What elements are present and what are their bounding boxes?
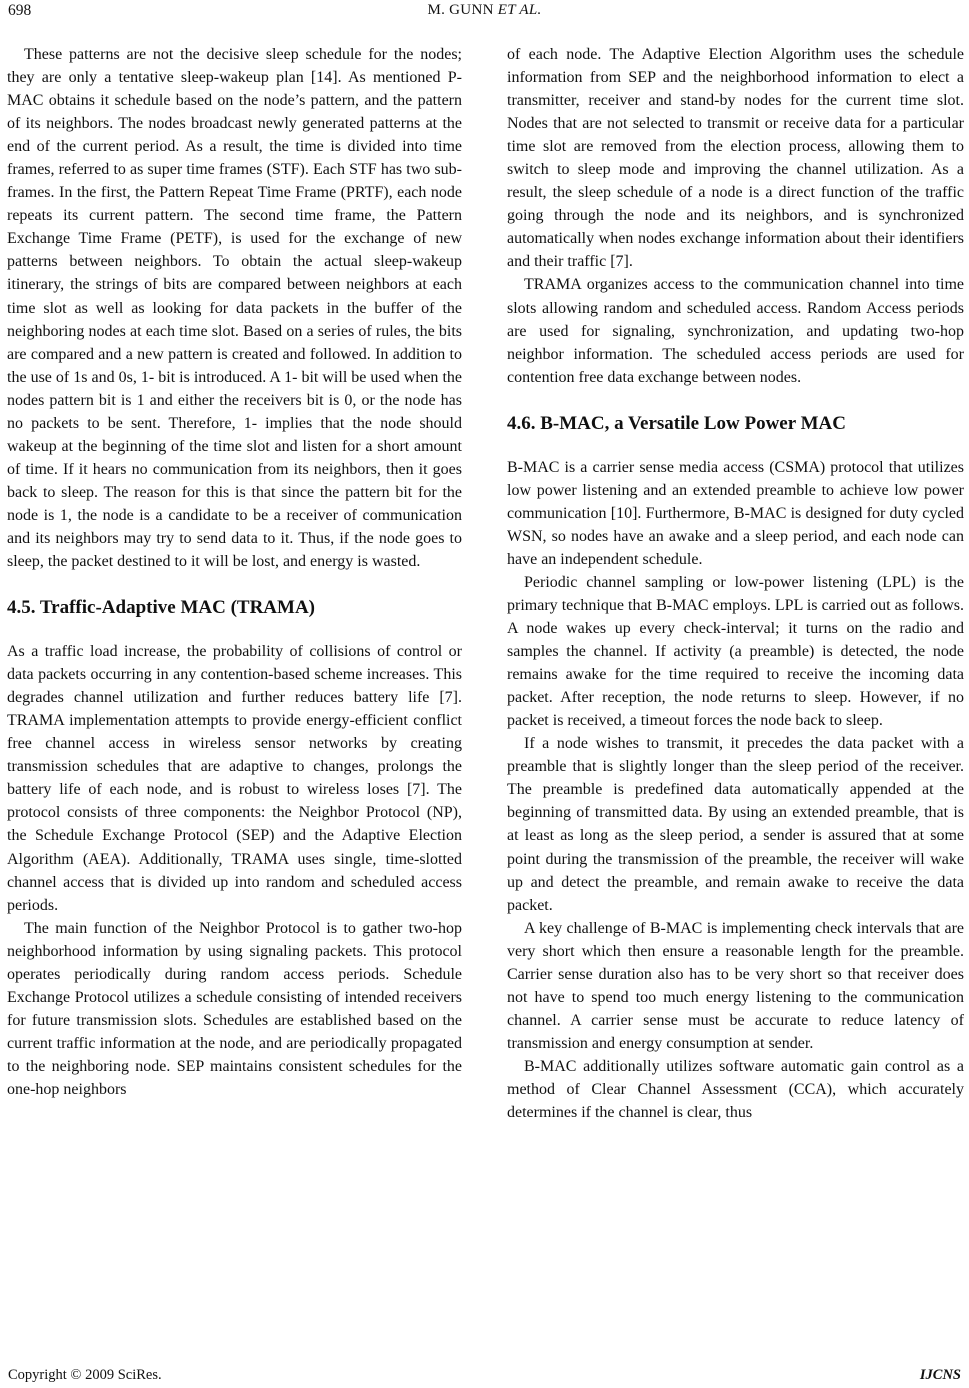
- page-number: 698: [8, 2, 32, 19]
- paragraph-trama-intro: As a traffic load increase, the probability of collisions of control or data packets occurring in any contention-based scheme increases. This degrades channel utilization and further reduces battery life [7]. TRAMA implementation attempts to provide energy-efficient conflict free channel access in wireless sensor networks by creating transmission schedules that are adaptive to changes, prolongs the battery life of each node, and is robust to wireless loses [7]. The protocol consists of three components: the Neighbor Protocol (NP), the Schedule Exchange Protocol (SEP) and the Adaptive Election Algorithm (AEA). Additionally, TRAMA uses single, time-slotted channel access that is divided up into random and scheduled access periods.: [7, 643, 462, 914]
- paragraph-check-intervals: A key challenge of B-MAC is implementing check intervals that are very short which then ensure a reasonable length for the preamble. Carrier sense duration also has to be very short so that receiver does not have to spend too much energy listening to the communication channel. A carrier sense must be accurate to reduce latency of transmission and energy consumption at sender.: [507, 919, 964, 1052]
- paragraph-pmac-patterns: These patterns are not the decisive sleep schedule for the nodes; they are only a tentative sleep-wakeup plan [14]. As mentioned P-MAC obtains it schedule based on the node’s pattern, and the pattern of its neighbors. The nodes broadcast newly generated patterns at the end of the current period. As a result, the time is divided into time frames, referred to as super time frames (STF). Each STF has two sub-frames. In the first, the Pattern Repeat Time Frame (PRTF), each node repeats its current pattern. The second time frame, the Pattern Exchange Time Frame (PETF), is used for the exchange of new patterns between neighbors. To obtain the actual sleep-wakeup itinerary, the strings of bits are compared between neighbors at each time slot as well as looking for data packets in the buffer of the neighboring nodes at each time slot. Based on a series of rules, the bits are compared and a new pattern is created and followed. In addition to the use of 1s and 0s, 1- bit is introduced. A 1- bit will be used when the nodes pattern bit is 1 and either the receivers bit is 0, or the node has no packets to be sent. Therefore, 1- implies that the node should wakeup at the beginning of the time slot and listen for a short amount of time. If it hears no communication from its neighbors, then it goes back to sleep. The reason for this is that since the pattern bit for the node is 1, the node is a candidate to be a receiver of communication and its neighbors may try to send data to it. Thus, if the node goes to sleep, the packet destined to it will be lost, and energy is wasted.: [7, 46, 462, 571]
- right-column: [507, 43, 964, 1124]
- left-column: [7, 43, 462, 1101]
- footer-journal: IJCNS: [919, 1367, 961, 1383]
- section-heading-trama: 4.5. Traffic-Adaptive MAC (TRAMA): [7, 597, 315, 619]
- paragraph-aea: of each node. The Adaptive Election Algorithm uses the schedule information from SEP and the neighborhood information to elect a transmitter, receiver and stand-by nodes for the current time slot. Nodes that are not selected to transmit or receive data for a particular time slot are removed from the election process, allowing them to switch to sleep mode and improving the channel utilization. As a result, the sleep schedule of a node is a direct function of the traffic going through the node and its neighbors, and is synchronized automatically when nodes exchange information about their identifiers and their traffic [7].: [507, 46, 964, 271]
- footer-copyright: Copyright © 2009 SciRes.: [8, 1367, 162, 1383]
- paragraph-preamble: If a node wishes to transmit, it precedes the data packet with a preamble that is slightly longer than the sleep period of the receiver. The preamble is predefined data automatically appended at the beginning of transmitted data. By using an extended preamble, that is at least as long as the sleep period, a sender is assured that at some point during the transmission of the preamble, the receiver will wake up and detect the preamble, and remain awake to receive the data packet.: [507, 735, 964, 914]
- paragraph-bmac-intro: B-MAC is a carrier sense media access (CSMA) protocol that utilizes low power listening and an extended preamble to achieve low power communication [10]. Furthermore, B-MAC is designed for duty cycled WSN, so nodes have an awake and a sleep period, and each node can have an independent schedule.: [507, 458, 964, 568]
- paragraph-trama-slots: TRAMA organizes access to the communication channel into time slots allowing random and scheduled access. Random Access periods are used for signaling, synchronization, and updating two-hop neighbor information. The scheduled access periods are used for contention free data exchange between nodes.: [507, 276, 964, 386]
- paragraph-lpl: Periodic channel sampling or low-power listening (LPL) is the primary technique that B-MAC employs. LPL is carried out as follows. A node wakes up every check-interval; it turns on the radio and samples the channel. If activity (a preamble) is detected, the node remains awake for the time required to receive the incoming data packet. After reception, the node returns to sleep. However, if no packet is received, a timeout forces the node back to sleep.: [507, 573, 964, 730]
- running-head: [0, 2, 969, 19]
- section-heading-bmac: 4.6. B-MAC, a Versatile Low Power MAC: [507, 412, 846, 434]
- paragraph-neighbor-protocol: The main function of the Neighbor Protocol is to gather two-hop neighborhood information by using signaling packets. This protocol operates periodically during random access periods. Schedule Exchange Protocol utilizes a schedule consisting of intended receivers for future transmission slots. Schedules are established based on the current traffic information at the node, and are periodically propagated to the neighboring node. SEP maintains consistent schedules for the one-hop neighbors: [7, 919, 462, 1098]
- running-head-author: M. GUNN: [427, 2, 494, 18]
- paragraph-cca: B-MAC additionally utilizes software automatic gain control as a method of Clear Channel Assessment (CCA), which accurately determines if the channel is clear, thus: [507, 1057, 964, 1122]
- running-head-etal: ET AL.: [497, 2, 542, 18]
